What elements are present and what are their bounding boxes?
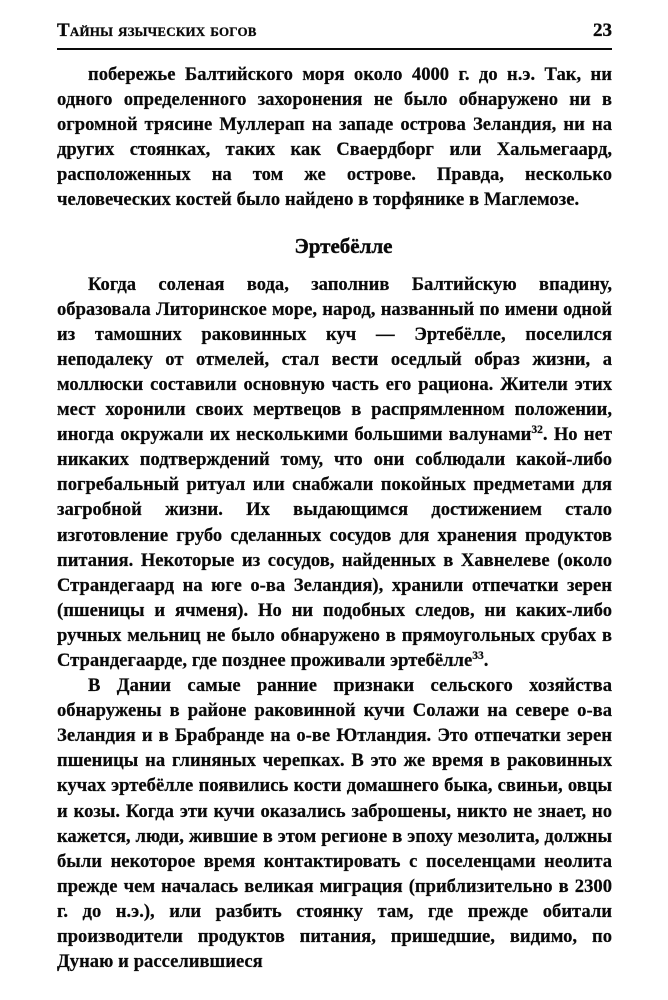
paragraph-text-segment: Когда соленая вода, заполнив Балтийскую впадину, образовала Литоринское море, народ, названный по имени одной из тамошних раковинных куч — Эртебёлле, поселился неподалеку от отмелей, стал вести оседлый образ жизни, а моллюски составили основную часть его рациона. Жители этих мест хоронили своих мертвецов в распрямленном положении, иногда окружали их несколькими большими валунами — [57, 273, 612, 446]
paragraph-ertebolle — [57, 272, 612, 674]
paragraph-continuation: побережье Балтийского моря около 4000 г. до н.э. Так, ни одного определенного захоронения не было обнаружено ни в огромной трясине Муллерап на западе острова Зеландия, ни на других стоянках, таких как Сваердборг или Хальмегаард, расположенных на том же острове. Правда, несколько человеческих костей было найдено в торфянике в Маглемозе. — [57, 64, 612, 211]
paragraph-text-segment: . — [483, 649, 489, 671]
running-header — [57, 20, 612, 42]
running-header-title: Тайны языческих богов — [57, 20, 257, 41]
footnote-marker-32[interactable]: 32 — [531, 423, 543, 436]
page-body — [57, 62, 612, 974]
header-rule — [57, 48, 612, 50]
page-number: 23 — [593, 20, 612, 41]
paragraph-text-segment: . Но нет никаких подтверждений тому, что они соблюдали какой-либо погребальный ритуал или снабжали покойных предметами для загробной жизни. Их выдающимся достижением стало изготовление грубо сделанных сосудов для хранения продуктов питания. Некоторые из сосудов, найденных в Хавнелеве (около Страндегаард на юге о-ва Зеландия), хранили отпечатки зерен (пшеницы и ячменя). Но ни подобных следов, ни каких-либо ручных мельниц не было обнаружено в прямоугольных срубах в Страндегаарде, где позднее проживали эртебёлле — [57, 424, 612, 671]
section-heading: Эртебёлле — [294, 233, 393, 258]
footnote-marker-33[interactable]: 33 — [472, 649, 484, 662]
paragraph-denmark-agriculture: В Дании самые ранние признаки сельского хозяйства обнаружены в районе раковинной кучи Солажи на севере о-ва Зеландия и в Брабранде на о-ве Ютландия. Это отпечатки зерен пшеницы на глиняных черепках. В это же время в раковинных кучах эртебёлле появились кости домашнего быка, свиньи, овцы и козы. Когда эти кучи оказались заброшены, никто не знает, но кажется, люди, жившие в этом регионе в эпоху мезолита, должны были некоторое время контактировать с поселенцами неолита прежде чем началась великая миграция (приблизительно в 2300 г. до н.э.), или разбить стоянку там, где прежде обитали производители продуктов питания, пришедшие, видимо, по Дунаю и расселившиеся — [57, 675, 612, 973]
